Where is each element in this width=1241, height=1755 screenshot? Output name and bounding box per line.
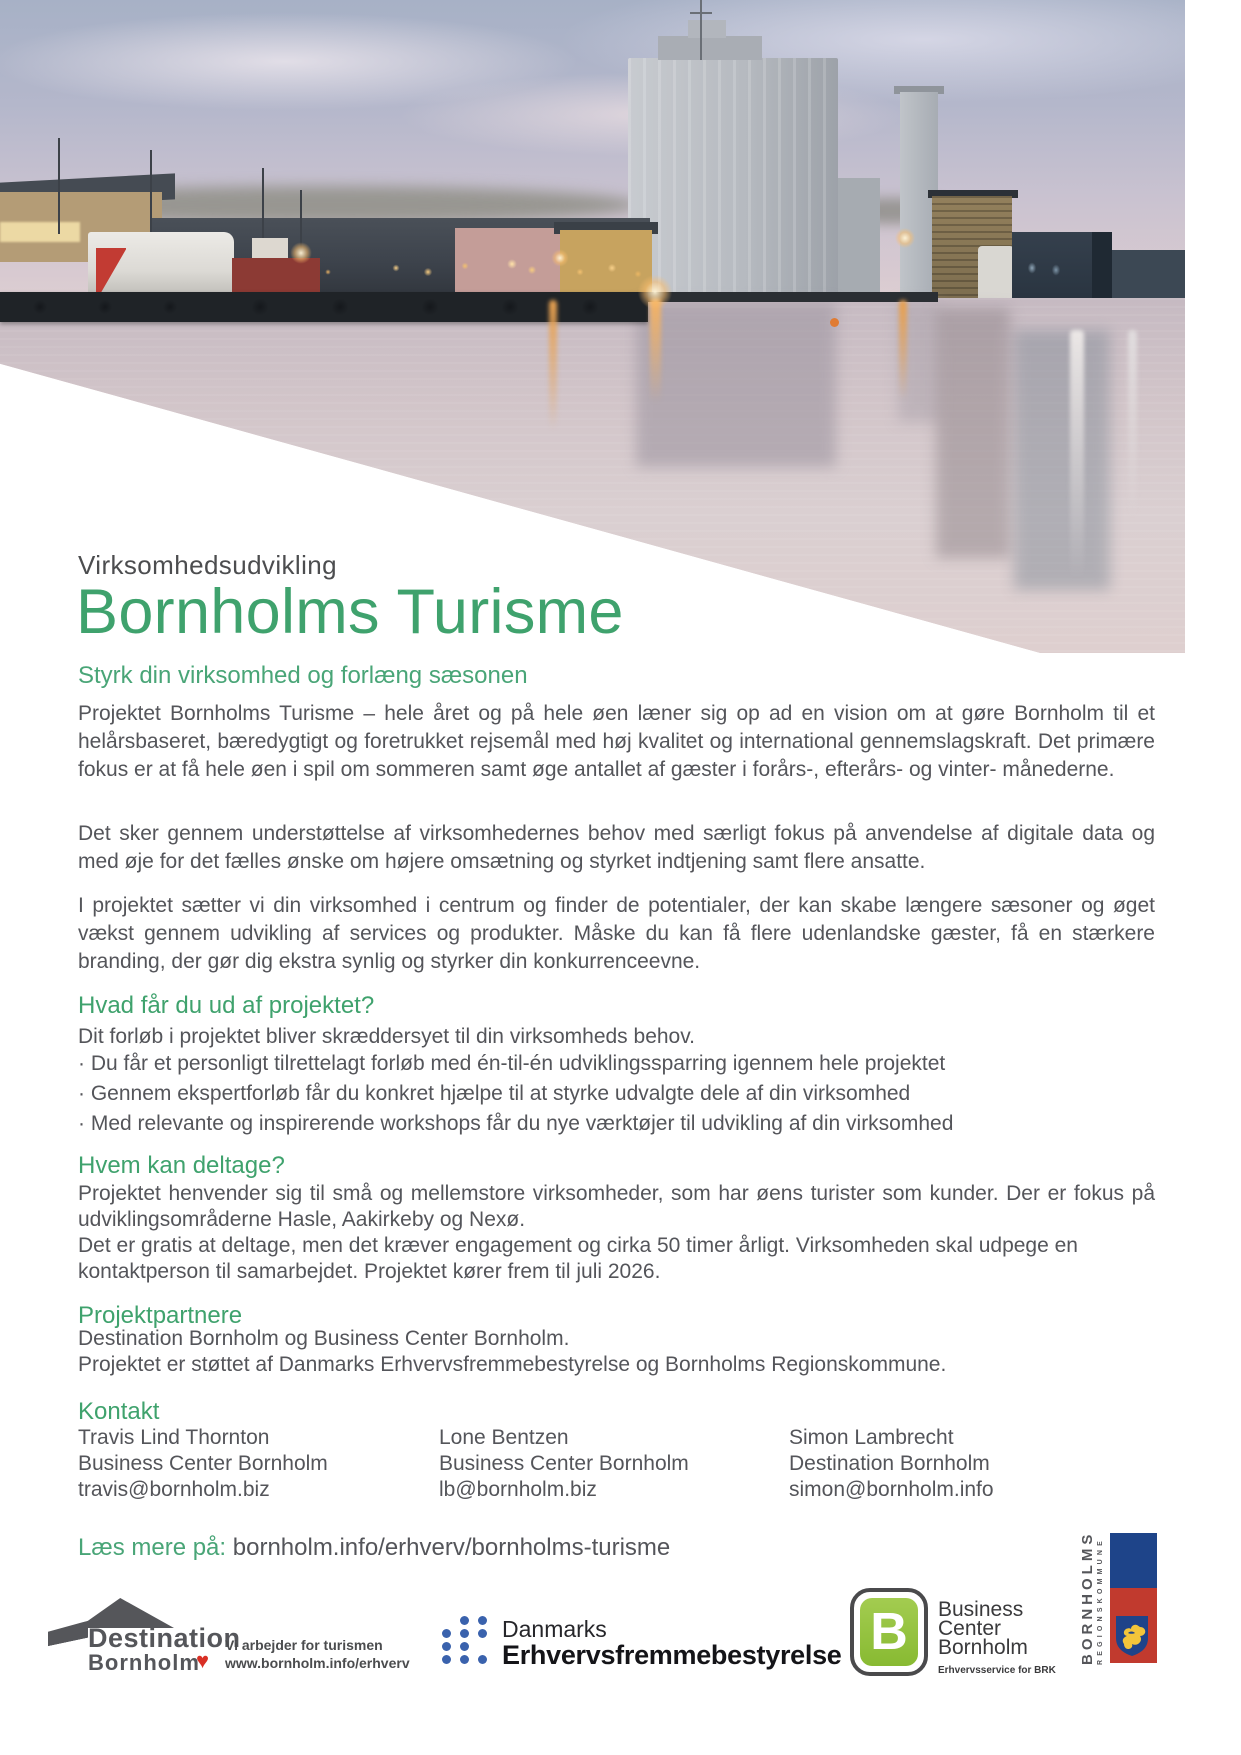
intro-paragraph-3: I projektet sætter vi din virksomhed i centrum og finder de potentialer, der kan skabe længere sæsoner og øget vækst gennem udvikling af services og produkter. Måske du kan få flere udenlandske gæster, få en stærkere branding, der gør dig ekstra synlig og styrker din konkurrenceevne. bbox=[78, 894, 1155, 973]
bcb-line2: Center bbox=[938, 1617, 1002, 1640]
bcb-letter-icon: B bbox=[860, 1598, 918, 1666]
dot-grid-icon bbox=[442, 1616, 496, 1668]
photo-silo-cap bbox=[688, 20, 726, 38]
destination-bornholm-logo bbox=[48, 1595, 428, 1680]
photo-light-reflection bbox=[899, 300, 907, 400]
contact-org: Business Center Bornholm bbox=[78, 1452, 328, 1475]
bcb-logo-text bbox=[938, 1600, 1056, 1680]
contact-name: Simon Lambrecht bbox=[789, 1426, 954, 1449]
benefit-bullet: · Du får et personligt tilrettelagt forløb med én-til-én udviklingssparring igennem hele projektet bbox=[78, 1052, 946, 1075]
photo-mast bbox=[262, 168, 264, 240]
brk-vertical-text-1: BORNHOLMS bbox=[1079, 1530, 1096, 1665]
destination-logo-line1: Destination bbox=[88, 1623, 241, 1653]
photo-mast bbox=[150, 150, 152, 234]
partners-line-2: Projektet er støttet af Danmarks Erhvervsfremmebestyrelse og Bornholms Regionskommune. bbox=[78, 1353, 947, 1376]
photo-red-boat-cabin bbox=[252, 238, 288, 260]
efb-logo-line1: Danmarks bbox=[502, 1616, 607, 1642]
intro-paragraph-2: Det sker gennem understøttelse af virksomhedernes behov med særligt fokus på anvendelse af digitale data og med øje for det fælles ønske om højere omsætning og styrket indtjening samt flere ansatte. bbox=[78, 822, 1155, 873]
contact-email[interactable]: simon@bornholm.info bbox=[789, 1478, 994, 1501]
who-paragraph-1: Projektet henvender sig til små og mellemstore virksomheder, som har øens turister som kunder. Der er fokus på udviklingsområderne Hasle, Aakirkeby og Nexø. bbox=[78, 1182, 1155, 1231]
efb-logo-line2: Erhvervsfremmebestyrelse bbox=[502, 1640, 842, 1670]
bornholms-regionskommune-logo bbox=[1079, 1528, 1162, 1668]
photo-glass-glow bbox=[1020, 252, 1080, 292]
contact-org: Business Center Bornholm bbox=[439, 1452, 689, 1475]
brk-vertical-text-2: REGIONSKOMMUNE bbox=[1097, 1536, 1104, 1665]
destination-tagline-2: www.bornholm.info/erhverv bbox=[225, 1655, 410, 1671]
photo-buoy bbox=[830, 318, 839, 327]
contact-org: Destination Bornholm bbox=[789, 1452, 990, 1475]
contact-card bbox=[439, 1425, 779, 1503]
photo-reflection-wood bbox=[936, 308, 1010, 558]
photo-lamp-flare bbox=[631, 268, 679, 316]
photo-pier-fenders bbox=[10, 296, 630, 318]
heart-icon: ♥ bbox=[196, 1648, 210, 1673]
read-more-line bbox=[78, 1534, 670, 1562]
photo-reflection-glass bbox=[1014, 330, 1110, 590]
brk-blue-square bbox=[1110, 1533, 1157, 1588]
page-title: Bornholms Turisme bbox=[76, 577, 624, 647]
photo-lamp-flare bbox=[286, 238, 316, 268]
benefits-intro: Dit forløb i projektet bliver skræddersyet til din virksomheds behov. bbox=[78, 1025, 696, 1048]
contact-card bbox=[78, 1425, 418, 1503]
read-more-label: Læs mere på: bbox=[78, 1534, 227, 1561]
who-body bbox=[78, 1181, 1155, 1285]
photo-lamp-flare bbox=[891, 224, 919, 252]
benefits-bullets bbox=[78, 1049, 1155, 1139]
photo-light-reflection bbox=[549, 300, 557, 430]
read-more-url[interactable]: bornholm.info/erhverv/bornholms-turisme bbox=[232, 1534, 671, 1561]
photo-lit-stripe bbox=[0, 222, 80, 242]
flag-icon bbox=[48, 1621, 88, 1647]
who-paragraph-2: Det er gratis at deltage, men det kræver engagement og cirka 50 timer årligt. Virksomheden skal udpege en kontaktperson til samarbejdet. Projektet kører frem til juli 2026. bbox=[78, 1234, 1078, 1283]
bcb-line3: Bornholm bbox=[938, 1636, 1028, 1659]
contact-name: Travis Lind Thornton bbox=[78, 1426, 270, 1449]
benefit-bullet: · Med relevante og inspirerende workshops får du nye værktøjer til udvikling af din virksomhed bbox=[78, 1112, 954, 1135]
photo-reflection-silo bbox=[636, 302, 836, 467]
section-heading-who: Hvem kan deltage? bbox=[78, 1152, 285, 1179]
contact-name: Lone Bentzen bbox=[439, 1426, 569, 1449]
destination-tagline-1: Vi arbejder for turismen bbox=[225, 1637, 383, 1653]
photo-silo-top bbox=[658, 36, 762, 60]
photo-lamp-flare bbox=[548, 246, 572, 270]
photo-mast bbox=[58, 138, 60, 234]
erhvervsfremmebestyrelse-logo bbox=[440, 1610, 840, 1680]
partners-line-1: Destination Bornholm og Business Center Bornholm. bbox=[78, 1327, 570, 1350]
section-heading-benefits: Hvad får du ud af projektet? bbox=[78, 992, 375, 1019]
photo-light-reflection bbox=[1128, 330, 1137, 520]
intro-paragraph-1: Projektet Bornholms Turisme – hele året og på hele øen læner sig op ad en vision om at gøre Bornholm til et helårsbaseret, bæredygtigt og foretrukket rejsemål med høj kvalitet og international gennemslagskraft. Det primære fokus er at få hele øen i spil om sommeren samt øge antallet af gæster i forårs-, efterårs- og vinter- månederne. bbox=[78, 702, 1155, 781]
photo-white-boat bbox=[978, 246, 1014, 300]
page-subtitle: Styrk din virksomhed og forlæng sæsonen bbox=[78, 662, 528, 689]
bcb-badge bbox=[850, 1588, 928, 1676]
photo-silo-annex bbox=[838, 178, 880, 298]
destination-logo-line2: Bornholm bbox=[88, 1650, 200, 1675]
contact-row bbox=[78, 1425, 1155, 1510]
brk-red-square bbox=[1110, 1588, 1157, 1663]
photo-antenna-bar bbox=[690, 12, 712, 14]
bcb-subline: Erhvervsservice for BRK bbox=[938, 1665, 1056, 1676]
photo-pier-thin bbox=[648, 292, 938, 302]
contact-email[interactable]: lb@bornholm.biz bbox=[439, 1478, 597, 1501]
photo-pilot-stripe bbox=[96, 248, 126, 292]
photo-light-reflection bbox=[1070, 330, 1084, 580]
contact-email[interactable]: travis@bornholm.biz bbox=[78, 1478, 270, 1501]
section-heading-partners: Projektpartnere bbox=[78, 1302, 243, 1329]
griffin-shield-icon bbox=[1115, 1614, 1149, 1658]
benefit-bullet: · Gennem ekspertforløb får du konkret hjælpe til at styrke udvalgte dele af din virksomhed bbox=[78, 1082, 911, 1105]
partners-body bbox=[78, 1326, 1155, 1378]
contact-card bbox=[789, 1425, 1129, 1503]
eyebrow: Virksomhedsudvikling bbox=[78, 550, 337, 580]
bcb-line1: Business bbox=[938, 1598, 1024, 1621]
photo-antenna bbox=[700, 0, 702, 60]
section-heading-contact: Kontakt bbox=[78, 1398, 160, 1425]
